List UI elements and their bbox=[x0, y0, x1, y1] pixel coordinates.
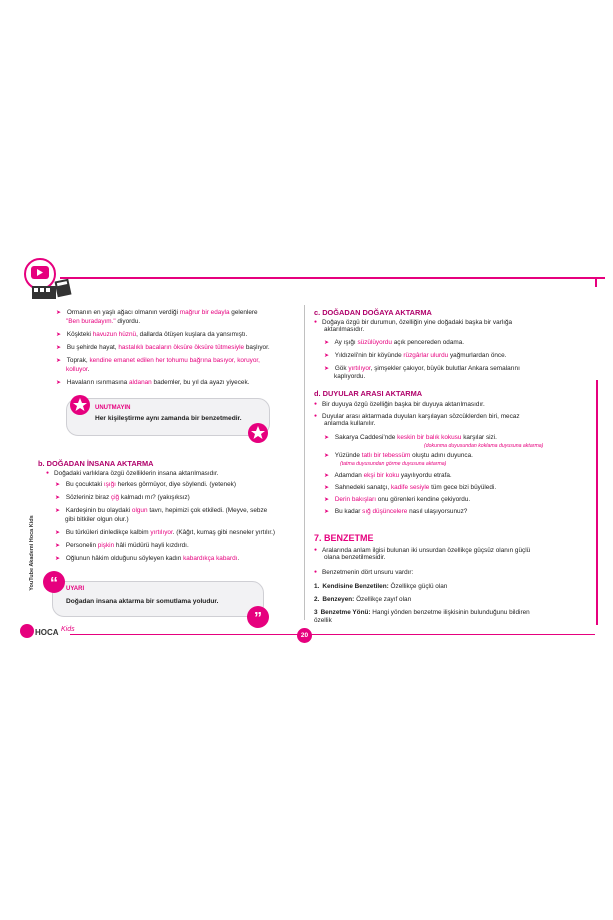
star-icon bbox=[70, 395, 90, 415]
list-item: ➤ Ormanın en yaşlı ağacı olmanın verdiği mağrur bir edayla gelenlere bbox=[56, 309, 258, 317]
side-text: YouTube Akademi Hoca Kids bbox=[29, 515, 35, 591]
list-item: ➤ Sakarya Caddesi'nde keskin bir balık kokusu karşılar sizi. bbox=[324, 434, 497, 442]
list-item: ➤ Gök yırtılıyor, şimşekler çakıyor, büyük bulutlar Ankara semalarını bbox=[324, 365, 520, 373]
star-icon bbox=[248, 423, 268, 443]
definition: ● Duyular arası aktarmada duyuları karşılayan sözcüklerden biri, mecaz bbox=[314, 412, 520, 421]
list-item: ➤ Adamdan ekşi bir koku yayılıyordu etrafa. bbox=[324, 472, 452, 480]
right-side-rule bbox=[596, 380, 598, 625]
list-item: 2. Benzeyen: Özellikçe zayıf olan bbox=[314, 596, 412, 603]
list-item: ➤ Toprak, kendine emanet edilen her tohumu bağrına basıyor, koruyor, bbox=[56, 357, 260, 365]
list-item: ➤ Ay ışığı süzülüyordu açık pencereden odama. bbox=[324, 339, 464, 347]
note: (tatma duyusundan görme duyusuna aktarma) bbox=[340, 461, 447, 467]
reminder-label: UNUTMAYIN bbox=[95, 405, 131, 411]
footer-rule bbox=[70, 634, 595, 635]
quote-icon: ” bbox=[247, 606, 269, 628]
list-item: "Ben buradayım." diyordu. bbox=[66, 318, 141, 325]
list-item: ➤ Kardeşinin bu olaydaki olgun tavrı, hepimizi çok etkiledi. (Meyve, sebze bbox=[55, 507, 267, 515]
side-strip bbox=[25, 500, 39, 610]
column-divider bbox=[304, 305, 305, 620]
reminder-text: Her kişileştirme aynı zamanda bir benzetmedir. bbox=[95, 415, 242, 422]
note: (dokunma duyusundan koklama duyusuna aktarma) bbox=[424, 443, 544, 449]
list-item: ➤ Bu çocuktaki ışığı herkes görmüyor, diye söylendi. (yetenek) bbox=[55, 481, 236, 489]
page-number: 20 bbox=[297, 628, 312, 643]
definition: anlamda kullanılır. bbox=[324, 420, 376, 427]
section-c bbox=[314, 318, 594, 388]
list-item: 1. Kendisine Benzetilen: Özellikçe güçlü olan bbox=[314, 583, 448, 590]
list-item: ➤ Oğlunun hâkim olduğunu söyleyen kadın kabardıkça kabardı. bbox=[55, 555, 239, 563]
logo bbox=[20, 622, 80, 644]
list-item: özellik bbox=[314, 617, 332, 624]
list-item: ➤ Personelin pişkin hâli müdürü hayli kızdırdı. bbox=[55, 542, 189, 550]
definition: olana benzetilmesidir. bbox=[324, 554, 386, 561]
quote-icon: “ bbox=[43, 571, 65, 593]
list-item: 3 Benzetme Yönü: Hangi yönden benzetme ilişkisinin bulunduğunu bildiren bbox=[314, 609, 530, 616]
list-item: gibi bitkiler olgun olur.) bbox=[65, 516, 129, 523]
list-item: ➤ Sözleriniz biraz çiğ kalmadı mı? (yakışıksız) bbox=[55, 494, 190, 502]
definition: ● Doğaya özgü bir durumun, özelliğin yine doğadaki başka bir varlığa bbox=[314, 318, 512, 327]
logo-badge bbox=[20, 624, 34, 638]
list-item: ➤ Derin bakışları onu görenleri kendine çekiyordu. bbox=[324, 496, 470, 504]
definition: ● Bir duyuya özgü özelliğin başka bir duyuya aktarılmasıdır. bbox=[314, 400, 485, 409]
logo-text: HOCA bbox=[35, 628, 59, 637]
list-item: kolluyor. bbox=[66, 366, 90, 373]
definition: aktarılmasıdır. bbox=[324, 326, 365, 333]
definition: ● Benzetmenin dört unsuru vardır: bbox=[314, 568, 413, 577]
warning-label: UYARI bbox=[66, 586, 85, 592]
definition: ● Doğadaki varlıklara özgü özelliklerin insana aktarılmasıdır. bbox=[46, 469, 219, 478]
definition: ● Aralarında anlam ilgisi bulunan iki unsurdan özellikçe güçsüz olanın güçlü bbox=[314, 546, 530, 555]
list-item: ➤ Bu şehirde hayat, hastalıklı bacaların öksüre öksüre tütmesiyle başlıyor. bbox=[56, 344, 270, 352]
list-item: ➤ Köşkteki havuzun hüznü, dallarda ötüşen kuşlara da yansımıştı. bbox=[56, 331, 247, 339]
header-corner bbox=[595, 277, 597, 287]
list-item: ➤ Sahnedeki sanatçı, kadife sesiyle tüm gece bizi büyüledi. bbox=[324, 484, 496, 492]
section-c-heading: c. DOĞADAN DOĞAYA AKTARMA bbox=[314, 308, 432, 317]
list-item: ➤ Yıldızeli'nin bir köyünde rüzgârlar ulurdu yağmurlardan önce. bbox=[324, 352, 506, 360]
logo-sub: Kids bbox=[61, 626, 75, 633]
section-b bbox=[46, 469, 301, 579]
header-rule bbox=[60, 277, 605, 279]
list-item: ➤ Bu türküleri dinledikçe kalbim yırtılıyor. (Kâğıt, kumaş gibi nesneler yırtılır.) bbox=[55, 529, 275, 537]
section-7 bbox=[314, 546, 594, 626]
list-item: kaplıyordu. bbox=[334, 373, 366, 380]
list-item: ➤ Yüzünde tatlı bir tebessüm oluştu adını duyunca. bbox=[324, 452, 473, 460]
list-item: ➤ Havaların ısınmasına aldanan bademler, bu yıl da ayazı yiyecek. bbox=[56, 379, 249, 387]
section-b-heading: b. DOĞADAN İNSANA AKTARMA bbox=[38, 459, 154, 468]
section-7-heading: 7. BENZETME bbox=[314, 533, 374, 543]
list-item: ➤ Bu kadar sığ düşüncelere nasıl ulaşıyorsunuz? bbox=[324, 508, 467, 516]
section-d-heading: d. DUYULAR ARASI AKTARMA bbox=[314, 389, 423, 398]
section-d bbox=[314, 400, 594, 525]
warning-text: Doğadan insana aktarma bir somutlama yoludur. bbox=[66, 598, 219, 605]
video-icon bbox=[18, 256, 74, 304]
